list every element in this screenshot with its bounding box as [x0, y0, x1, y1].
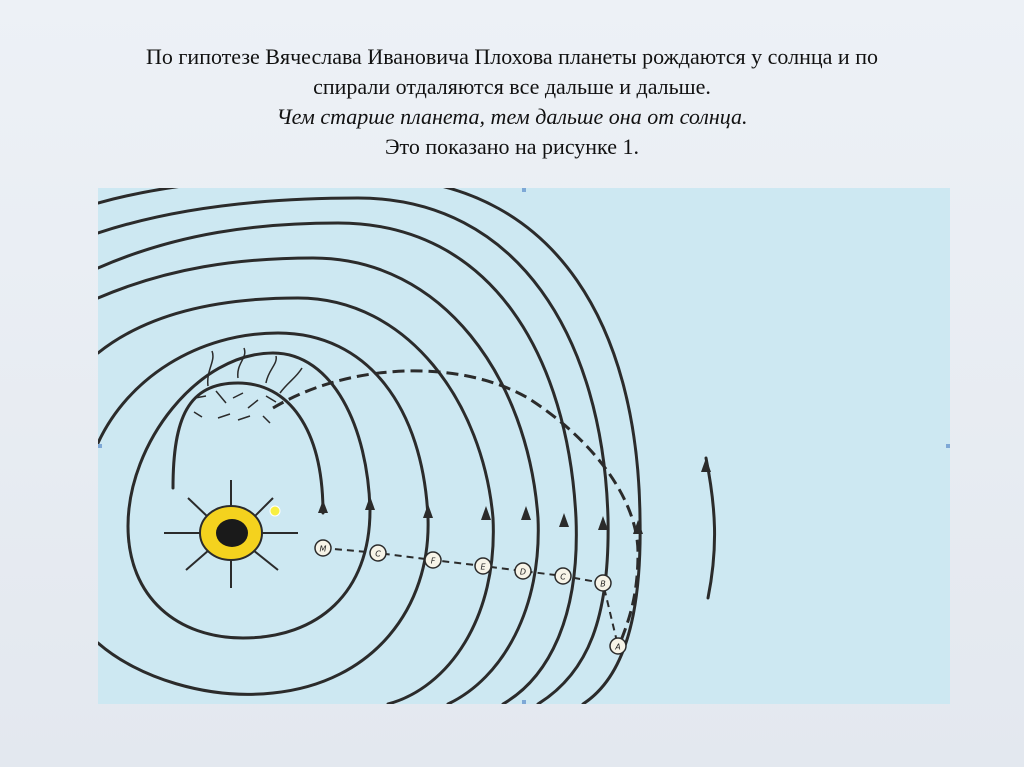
- solar-system-figure: [98, 188, 950, 704]
- planet-marker-label: M: [319, 544, 327, 554]
- planet-marker-label: A: [615, 642, 621, 652]
- caption-line-4: Это показано на рисунке 1.: [385, 134, 639, 159]
- caption-line-3: Чем старше планета, тем дальше она от солнца.: [276, 104, 748, 129]
- planet-marker-label: C: [375, 549, 381, 559]
- planet-marker: [425, 552, 441, 568]
- selection-handle-right: [946, 444, 950, 448]
- planet-marker-label: B: [600, 579, 606, 589]
- planet-marker: [595, 575, 611, 591]
- planet-marker: [555, 568, 571, 584]
- solar-system-diagram: [98, 188, 950, 704]
- selection-handle-bottom: [522, 700, 526, 704]
- slide-caption: [40, 42, 984, 162]
- planet-marker: [515, 563, 531, 579]
- planet-marker: [475, 558, 491, 574]
- planet-marker-label: C: [560, 572, 566, 582]
- planet-marker: [370, 545, 386, 561]
- planet-marker-label: E: [480, 562, 486, 572]
- selection-handle-top: [522, 188, 526, 192]
- selection-handle-left: [98, 444, 102, 448]
- sun-core: [216, 519, 248, 547]
- planet-marker: [315, 540, 331, 556]
- planet-marker-label: F: [430, 556, 436, 566]
- planet-marker-label: D: [519, 567, 527, 577]
- planet-marker: [610, 638, 626, 654]
- caption-line-2: спирали отдаляются все дальше и дальше.: [313, 74, 711, 99]
- new-planet: [270, 506, 280, 516]
- figure-background: [98, 188, 950, 704]
- caption-line-1: По гипотезе Вячеслава Ивановича Плохова планеты рождаются у солнца и по: [146, 44, 878, 69]
